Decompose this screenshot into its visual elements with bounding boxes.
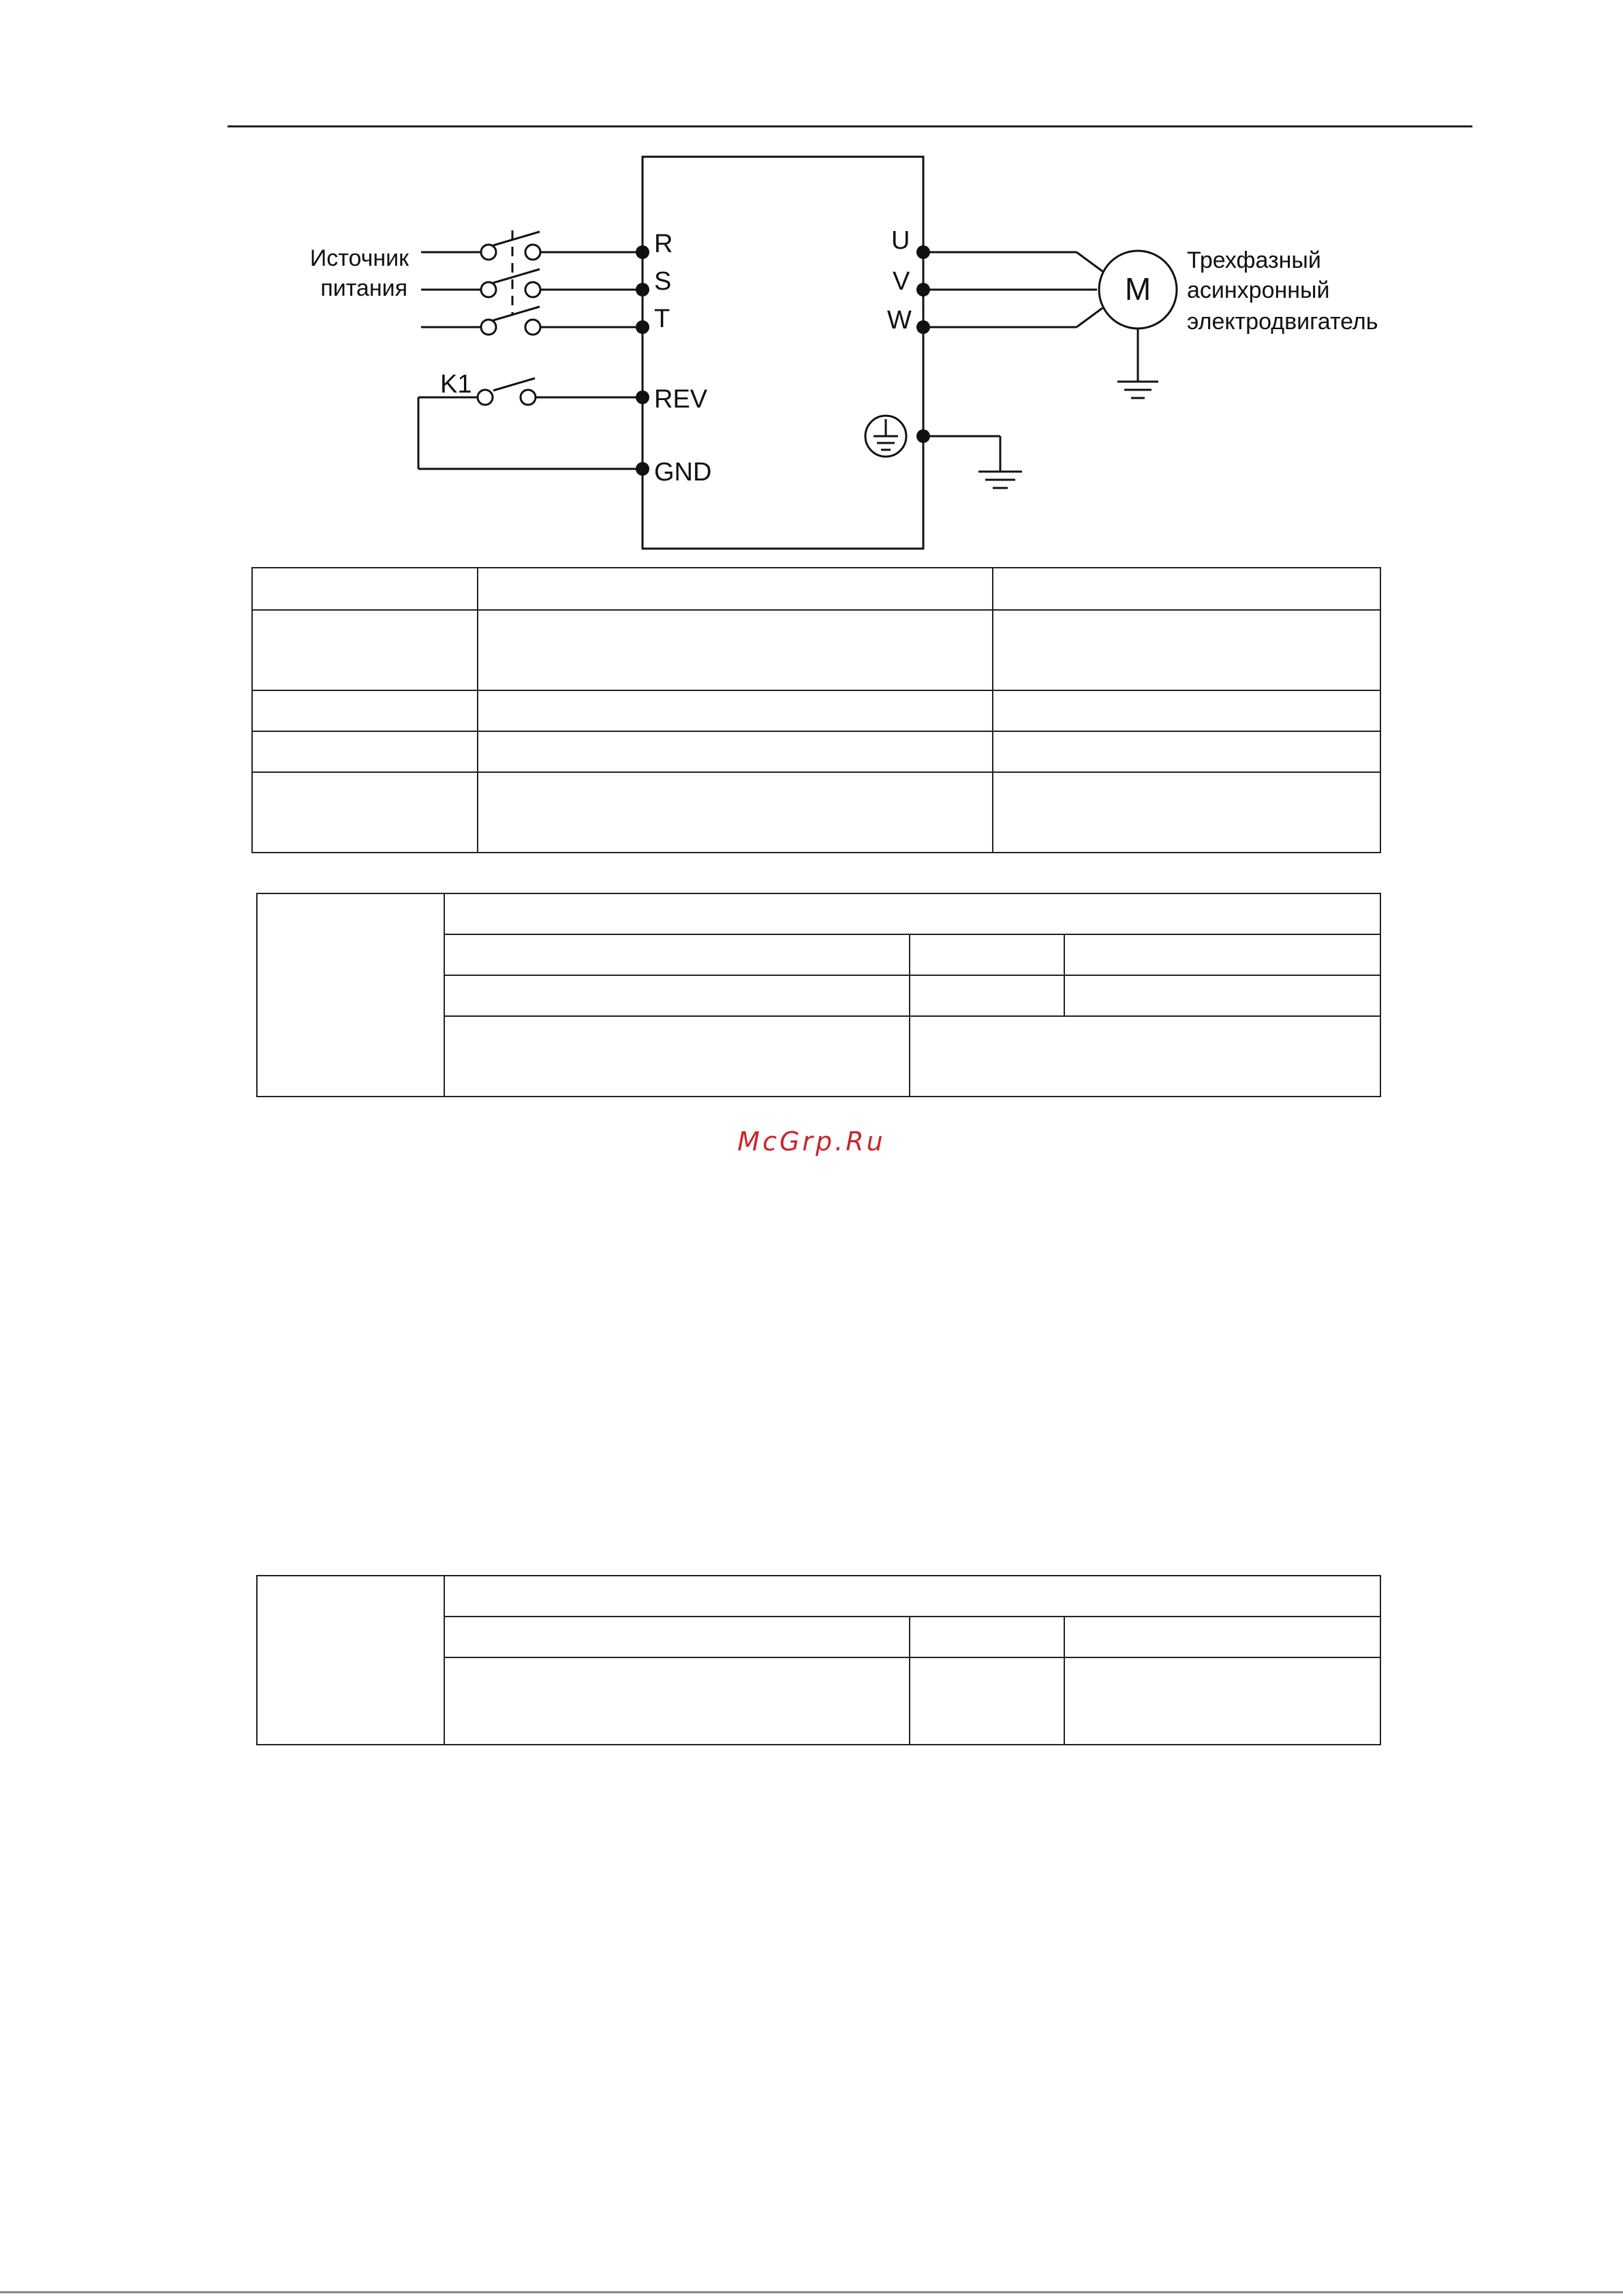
table-cell — [257, 1576, 444, 1745]
terminal-label-u: U — [891, 226, 910, 255]
table-cell — [478, 568, 993, 610]
table-cell — [252, 772, 478, 853]
header-rule — [228, 125, 1472, 127]
table-cell — [993, 731, 1380, 772]
table-cell — [444, 934, 910, 975]
watermark: McGrp.Ru — [737, 1127, 886, 1157]
terminal-label-w: W — [887, 306, 912, 335]
table-row — [257, 1576, 1380, 1617]
table-cell — [1064, 934, 1380, 975]
motor-label-line2: асинхронный — [1187, 277, 1330, 303]
terminal-label-v: V — [893, 267, 910, 296]
motor-symbol: M — [1124, 271, 1151, 307]
contactor-switch — [481, 230, 540, 335]
table-cell — [1064, 1617, 1380, 1657]
table-cell — [478, 690, 993, 731]
table-cell — [993, 610, 1380, 690]
terminal-label-t: T — [654, 305, 670, 333]
table-cell — [993, 690, 1380, 731]
table-cell — [993, 772, 1380, 853]
table-3 — [256, 1575, 1381, 1745]
table-cell — [910, 1617, 1064, 1657]
table-cell — [910, 934, 1064, 975]
table-1 — [251, 567, 1381, 853]
table-cell — [257, 893, 444, 1097]
table-2 — [256, 893, 1381, 1097]
power-source-label-line2: питания — [320, 275, 407, 301]
table-cell — [252, 731, 478, 772]
table-cell — [910, 1016, 1380, 1097]
table-cell — [444, 1617, 910, 1657]
table-row — [252, 568, 1380, 610]
switch-label-k1: K1 — [440, 370, 472, 399]
table-cell — [444, 1016, 910, 1097]
table-row — [252, 690, 1380, 731]
table-cell — [252, 568, 478, 610]
table-row — [252, 610, 1380, 690]
table-cell — [444, 975, 910, 1016]
table-cell — [444, 1576, 1380, 1617]
terminal-label-r: R — [654, 230, 673, 258]
table-cell — [478, 610, 993, 690]
table-cell — [478, 731, 993, 772]
table-cell — [478, 772, 993, 853]
wiring-diagram — [0, 136, 1623, 572]
terminal-label-rev: REV — [654, 385, 708, 414]
table-row — [257, 893, 1380, 934]
table-cell — [252, 690, 478, 731]
power-source-label-line1: Источник — [309, 245, 409, 271]
table-cell — [444, 1657, 910, 1745]
output-lines — [923, 252, 1102, 488]
table-cell — [910, 975, 1064, 1016]
terminal-label-s: S — [654, 267, 672, 296]
table-cell — [252, 610, 478, 690]
table-cell — [444, 893, 1380, 934]
table-row — [252, 731, 1380, 772]
ground-icon — [865, 416, 906, 457]
table-cell — [993, 568, 1380, 610]
motor-label-line3: электродвигатель — [1187, 309, 1378, 335]
table-cell — [1064, 975, 1380, 1016]
k1-switch — [478, 390, 536, 405]
footer-rule — [0, 2291, 1623, 2293]
terminal-label-gnd: GND — [654, 458, 712, 487]
table-cell — [910, 1657, 1064, 1745]
table-row — [252, 772, 1380, 853]
motor-label-line1: Трехфазный — [1187, 247, 1321, 273]
inverter-box — [643, 157, 923, 549]
table-cell — [1064, 1657, 1380, 1745]
